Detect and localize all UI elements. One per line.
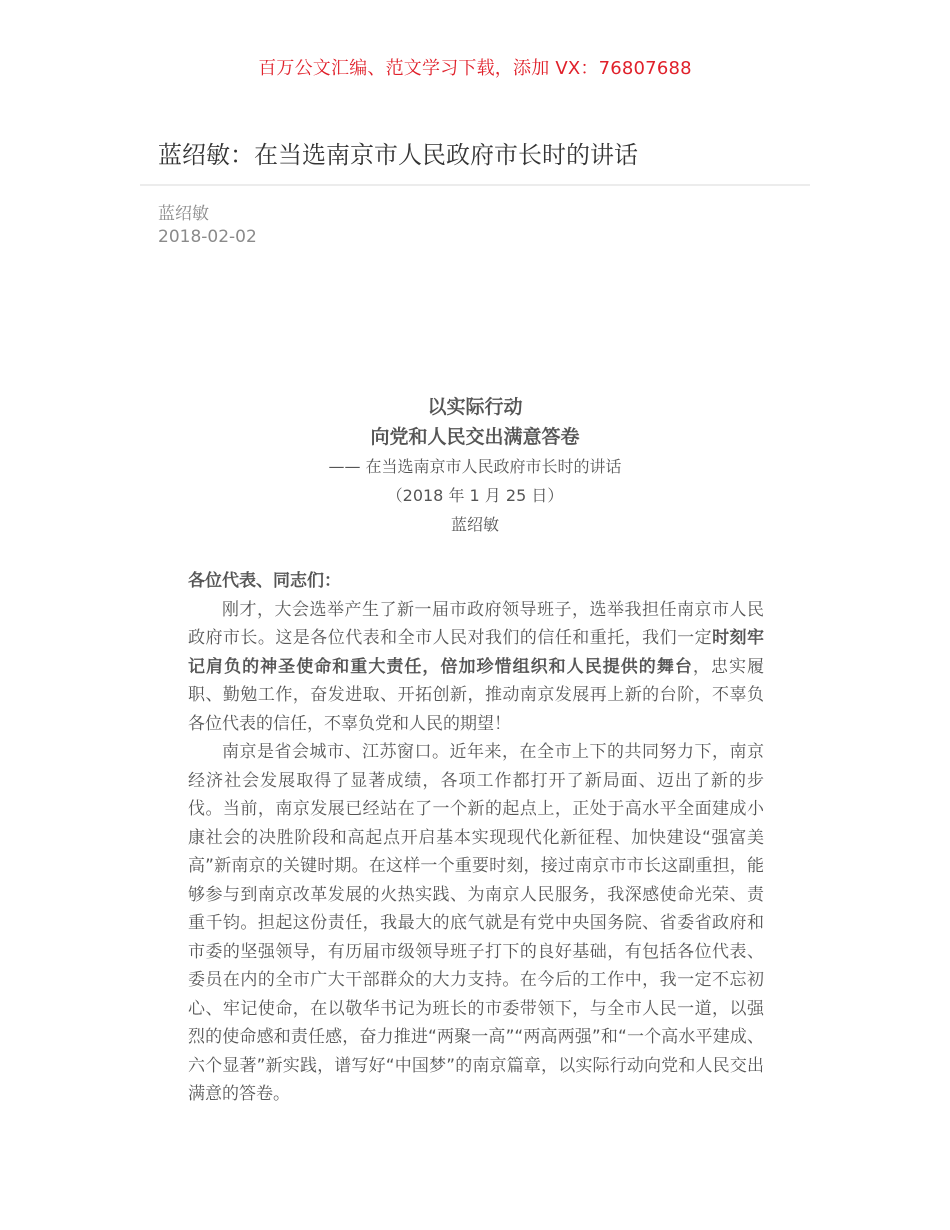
paragraph-1 (188, 596, 764, 739)
paragraph-2-segment: 南京是省会城市、江苏窗口。近年来，在全市上下的共同努力下，南京经济社会发展取得了显著成绩，各项工作都打开了新局面、迈出了新的步伐。当前，南京发展已经站在了一个新的起点上，正处于高水平全面建成小康社会的决胜阶段和高起点开启基本实现现代化新征程、加快建设“强富美高”新南京的关键时期。在这样一个重要时刻，接过南京市市长这副重担，能够参与到南京改革发展的火热实践、为南京人民服务，我深感使命光荣、责重千钧。担起这份责任，我最大的底气就是有党中央国务院、省委省政府和市委的坚强领导，有历届市级领导班子打下的良好基础，有包括各位代表、委员在内的全市广大干部群众的大力支持。在今后的工作中，我一定不忘初心、牢记使命，在以敬华书记为班长的市委带领下，与全市人民一道，以强烈的使命感和责任感，奋力推进“两聚一高”“两高两强”和“一个高水平建成、六个显著”新实践，谱写好“中国梦”的南京篇章，以实际行动向党和人民交出满意的答卷。 (188, 742, 764, 1104)
paragraph-1-segment: ，忠实履职、勤勉工作，奋发进取、开拓创新，推动南京发展再上新的台阶，不辜负各位代表的信任，不辜负党和人民的期望！ (188, 656, 765, 734)
article-date: 2018-02-02 (158, 227, 257, 247)
heading-line-1: 以实际行动 (427, 396, 523, 418)
title-divider (140, 184, 810, 186)
promo-banner: 百万公文汇编、范文学习下载，添加 VX：76807688 (258, 58, 692, 79)
article-title: 蓝绍敏：在当选南京市人民政府市长时的讲话 (158, 141, 638, 169)
salutation: 各位代表、同志们： (188, 571, 341, 591)
document-date: （2018 年 1 月 25 日） (386, 486, 564, 505)
heading-line-2: 向党和人民交出满意答卷 (370, 426, 580, 448)
document-body (188, 567, 764, 1109)
document-speaker: 蓝绍敏 (450, 515, 499, 534)
article-author: 蓝绍敏 (158, 204, 209, 224)
paragraph-2 (188, 738, 764, 1109)
paragraph-1-segment: 刚才，大会选举产生了新一届市政府领导班子，选举我担任南京市人民政府市长。这是各位代表和全市人民对我们的信任和重托，我们一定 (188, 599, 764, 648)
article-meta (158, 203, 257, 249)
document-heading (0, 392, 950, 539)
paragraph-1-emphasis: 时刻牢记肩负的神圣使命和重大责任，倍加珍惜组织和人民提供的舞台 (188, 628, 764, 677)
document-subtitle: —— 在当选南京市人民政府市长时的讲话 (328, 457, 622, 476)
